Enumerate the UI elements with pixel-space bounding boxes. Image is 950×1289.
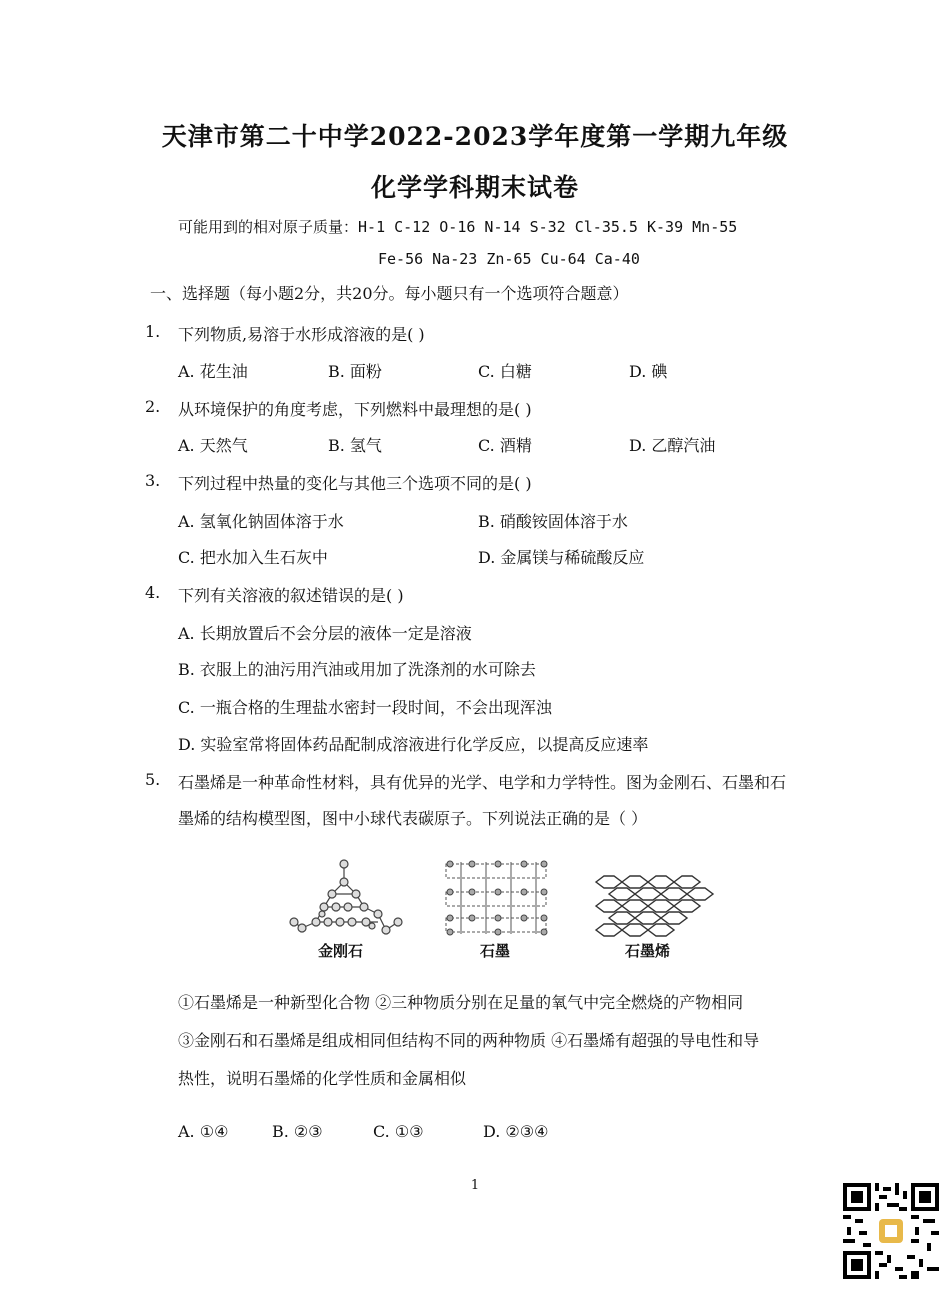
figure-label-graphite: 石墨 [480,942,511,960]
option-b[interactable]: B. 硝酸铵固体溶于水 [478,512,628,531]
statement-line: ③金刚石和石墨烯是组成相同但结构不同的两种物质 ④石墨烯有超强的导电性和导 [178,1031,760,1050]
option-a[interactable]: A. 氢氧化钠固体溶于水 [178,512,344,531]
statement-line: 热性，说明石墨烯的化学性质和金属相似 [178,1069,467,1088]
question-stem: 下列过程中热量的变化与其他三个选项不同的是( ) [178,474,532,493]
question-stem: 下列有关溶液的叙述错误的是( ) [178,586,404,605]
question-stem: 从环境保护的角度考虑，下列燃料中最理想的是( ) [178,400,532,419]
question-stem: 下列物质,易溶于水形成溶液的是( ) [178,325,425,344]
question-number: 1. [145,322,161,341]
question-number: 5. [145,770,161,789]
question-stem-line1: 石墨烯是一种革命性材料，具有优异的光学、电学和力学特性。图为金刚石、石墨和石 [178,773,787,792]
option-a[interactable]: A. ①④ [178,1122,229,1141]
graphite-structure-icon [446,861,547,935]
page-number: 1 [470,1178,480,1193]
option-c[interactable]: C. 白糖 [478,362,532,381]
atomic-mass-line1: 可能用到的相对原子质量：H-1 C-12 O-16 N-14 S-32 Cl-35.5 K-39 Mn-55 [178,218,738,236]
option-b[interactable]: B. 衣服上的油污用汽油或用加了洗涤剂的水可除去 [178,660,536,679]
option-a[interactable]: A. 长期放置后不会分层的液体一定是溶液 [178,624,472,643]
option-d[interactable]: D. 乙醇汽油 [629,436,716,455]
option-b[interactable]: B. ②③ [272,1122,323,1141]
graphene-structure-icon [596,876,713,936]
question-number: 4. [145,583,161,602]
option-c[interactable]: C. 把水加入生石灰中 [178,548,328,567]
question-stem-line2: 墨烯的结构模型图，图中小球代表碳原子。下列说法正确的是（ ） [178,809,648,828]
option-c[interactable]: C. 酒精 [478,436,532,455]
option-d[interactable]: D. ②③④ [483,1122,549,1141]
page-title: 天津市第二十中学2022-2023学年度第一学期九年级 [161,122,789,151]
qr-code-icon[interactable] [843,1183,939,1279]
page-subtitle: 化学学科期末试卷 [370,173,579,202]
option-a[interactable]: A. 花生油 [178,362,248,381]
question-number: 2. [145,397,161,416]
atomic-mass-line2: Fe-56 Na-23 Zn-65 Cu-64 Ca-40 [378,250,640,268]
statement-line: ①石墨烯是一种新型化合物 ②三种物质分别在足量的氧气中完全燃烧的产物相同 [178,993,744,1012]
option-d[interactable]: D. 实验室常将固体药品配制成溶液进行化学反应，以提高反应速率 [178,735,649,754]
option-c[interactable]: C. 一瓶合格的生理盐水密封一段时间，不会出现浑浊 [178,698,552,717]
section-heading: 一、选择题（每小题2分，共20分。每小题只有一个选项符合题意） [150,284,629,303]
question-number: 3. [145,471,161,490]
option-c[interactable]: C. ①③ [373,1122,424,1141]
option-d[interactable]: D. 碘 [629,362,668,381]
option-b[interactable]: B. 面粉 [328,362,382,381]
option-b[interactable]: B. 氢气 [328,436,382,455]
figure-label-graphene: 石墨烯 [625,942,671,960]
option-d[interactable]: D. 金属镁与稀硫酸反应 [478,548,645,567]
diamond-structure-icon [290,860,402,934]
option-a[interactable]: A. 天然气 [178,436,248,455]
figure-label-diamond: 金刚石 [318,942,364,960]
